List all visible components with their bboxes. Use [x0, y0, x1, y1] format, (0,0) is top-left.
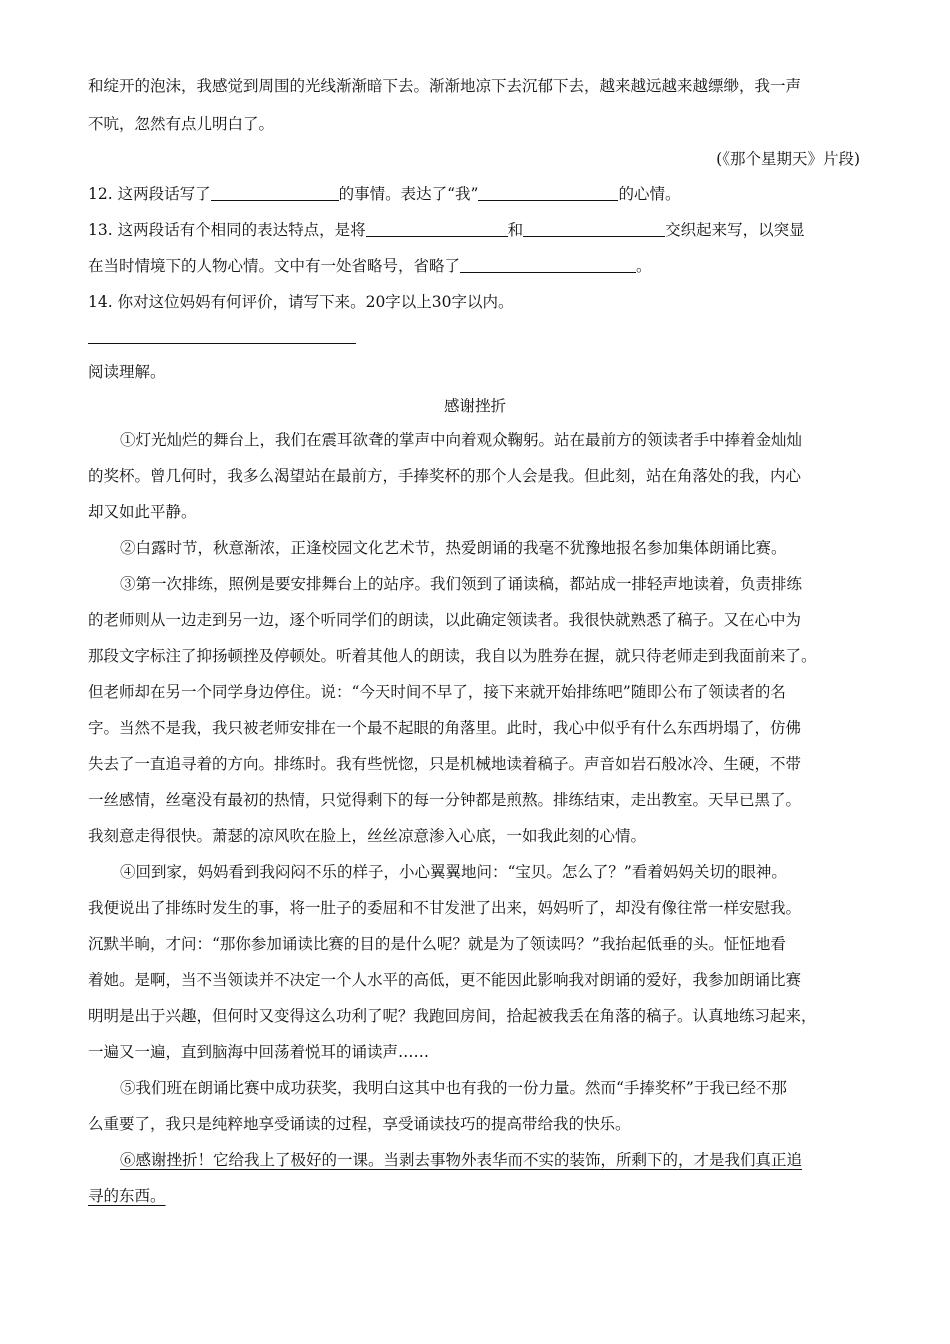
article-line-underlined: ⑥感谢挫折！它给我上了极好的一课。当剥去事物外表华而不实的装饰，所剩下的，才是我们真正追: [120, 1151, 803, 1169]
article-line-underlined: 寻的东西。: [88, 1187, 166, 1205]
passage-line-1: 和绽开的泡沫，我感觉到周围的光线渐渐暗下去。渐渐地凉下去沉郁下去，越来越远越来越缥缈，我一声: [88, 77, 802, 95]
article-line: 明明是出于兴趣，但何时又变得这么功利了呢？我跑回房间，拾起被我丢在角落的稿子。认真地练习起来，: [88, 1007, 817, 1025]
article-line: 失去了一直追寻着的方向。排练时。我有些恍惚，只是机械地读着稿子。声音如岩石般冰冷、生硬，不带: [88, 755, 802, 773]
q14-answer-line[interactable]: [88, 343, 356, 344]
article-line: 我刻意走得很快。萧瑟的凉风吹在脸上，丝丝凉意渗入心底，一如我此刻的心情。: [88, 827, 647, 845]
question-14: 14. 你对这位妈妈有何评价，请写下来。20字以上30字以内。: [88, 293, 514, 311]
article-line: 的奖杯。曾几何时，我多么渴望站在最前方，手捧奖杯的那个人会是我。但此刻，站在角落处的我，内心: [88, 467, 802, 485]
article-line: 的老师则从一边走到另一边，逐个听同学们的朗读，以此确定领读者。我很快就熟悉了稿子。又在心中为: [88, 611, 802, 629]
article-line: ②白露时节，秋意渐浓，正逢校园文化艺术节，热爱朗诵的我毫不犹豫地报名参加集体朗诵比赛。: [120, 539, 787, 557]
article-line: ⑤我们班在朗诵比赛中成功获奖，我明白这其中也有我的一份力量。然而“手捧奖杯”于我已经不那: [120, 1079, 787, 1097]
article-line: 字。当然不是我，我只被老师安排在一个最不起眼的角落里。此时，我心中似乎有什么东西坍塌了，仿佛: [88, 719, 802, 737]
q13-text-a: 13. 这两段话有个相同的表达特点，是将: [88, 221, 366, 239]
q13-text-d: 在当时情境下的人物心情。文中有一处省略号，省略了: [88, 257, 461, 275]
q13-text-c: 交织起来写，以突显: [665, 221, 805, 239]
article-line: 着她。是啊，当不当领读并不决定一个人水平的高低，更不能因此影响我对朗诵的爱好，我参加朗诵比赛: [88, 971, 802, 989]
article-line: ③第一次排练，照例是要安排舞台上的站序。我们领到了诵读稿，都站成一排轻声地读着，负责排练: [120, 575, 803, 593]
section-heading: 阅读理解。: [88, 363, 166, 381]
question-13-continued: [88, 256, 652, 276]
passage-line-2: 不吭，忽然有点儿明白了。: [88, 115, 275, 133]
article-line: 沉默半晌，才问：“那你参加诵读比赛的目的是什么呢？就是为了领读吗？”我抬起低垂的头。怔怔地看: [88, 935, 786, 953]
q12-blank-2[interactable]: [478, 185, 618, 201]
q13-text-e: 。: [636, 257, 652, 275]
article-line: ①灯光灿烂的舞台上，我们在震耳欲聋的掌声中向着观众鞠躬。站在最前方的领读者手中捧着金灿灿: [120, 431, 803, 449]
article-line: 但老师却在另一个同学身边停住。说：“今天时间不早了，接下来就开始排练吧”随即公布了领读者的名: [88, 683, 786, 701]
q12-text-a: 12. 这两段话写了: [88, 185, 211, 203]
article-line: 那段文字标注了抑扬顿挫及停顿处。听着其他人的朗读，我自以为胜券在握，就只待老师走到我面前来了。: [88, 647, 817, 665]
question-12: [88, 184, 680, 204]
q12-text-c: 的心情。: [618, 185, 681, 203]
question-13: [88, 220, 805, 240]
q12-blank-1[interactable]: [211, 185, 339, 201]
article-line: 却又如此平静。: [88, 503, 197, 521]
q13-blank-1[interactable]: [366, 221, 508, 237]
q13-blank-2[interactable]: [523, 221, 665, 237]
article-line: 一丝感情，丝毫没有最初的热情，只觉得剩下的每一分钟都是煎熬。排练结束，走出教室。天早已黑了。: [88, 791, 802, 809]
article-line: 我便说出了排练时发生的事，将一肚子的委屈和不甘发泄了出来，妈妈听了，却没有像往常一样安慰我。: [88, 899, 802, 917]
passage-source: (《那个星期天》片段): [716, 150, 860, 168]
article-line: ④回到家，妈妈看到我闷闷不乐的样子，小心翼翼地问：“宝贝。怎么了？”看着妈妈关切的眼神。: [120, 863, 787, 881]
article-line: 一遍又一遍，直到脑海中回荡着悦耳的诵读声……: [88, 1043, 430, 1061]
article-title: 感谢挫折: [443, 397, 506, 415]
article-line: 么重要了，我只是纯粹地享受诵读的过程，享受诵读技巧的提高带给我的快乐。: [88, 1115, 631, 1133]
q12-text-b: 的事情。表达了“我”: [338, 185, 479, 203]
q13-blank-3[interactable]: [460, 257, 636, 273]
q13-text-b: 和: [507, 221, 524, 239]
